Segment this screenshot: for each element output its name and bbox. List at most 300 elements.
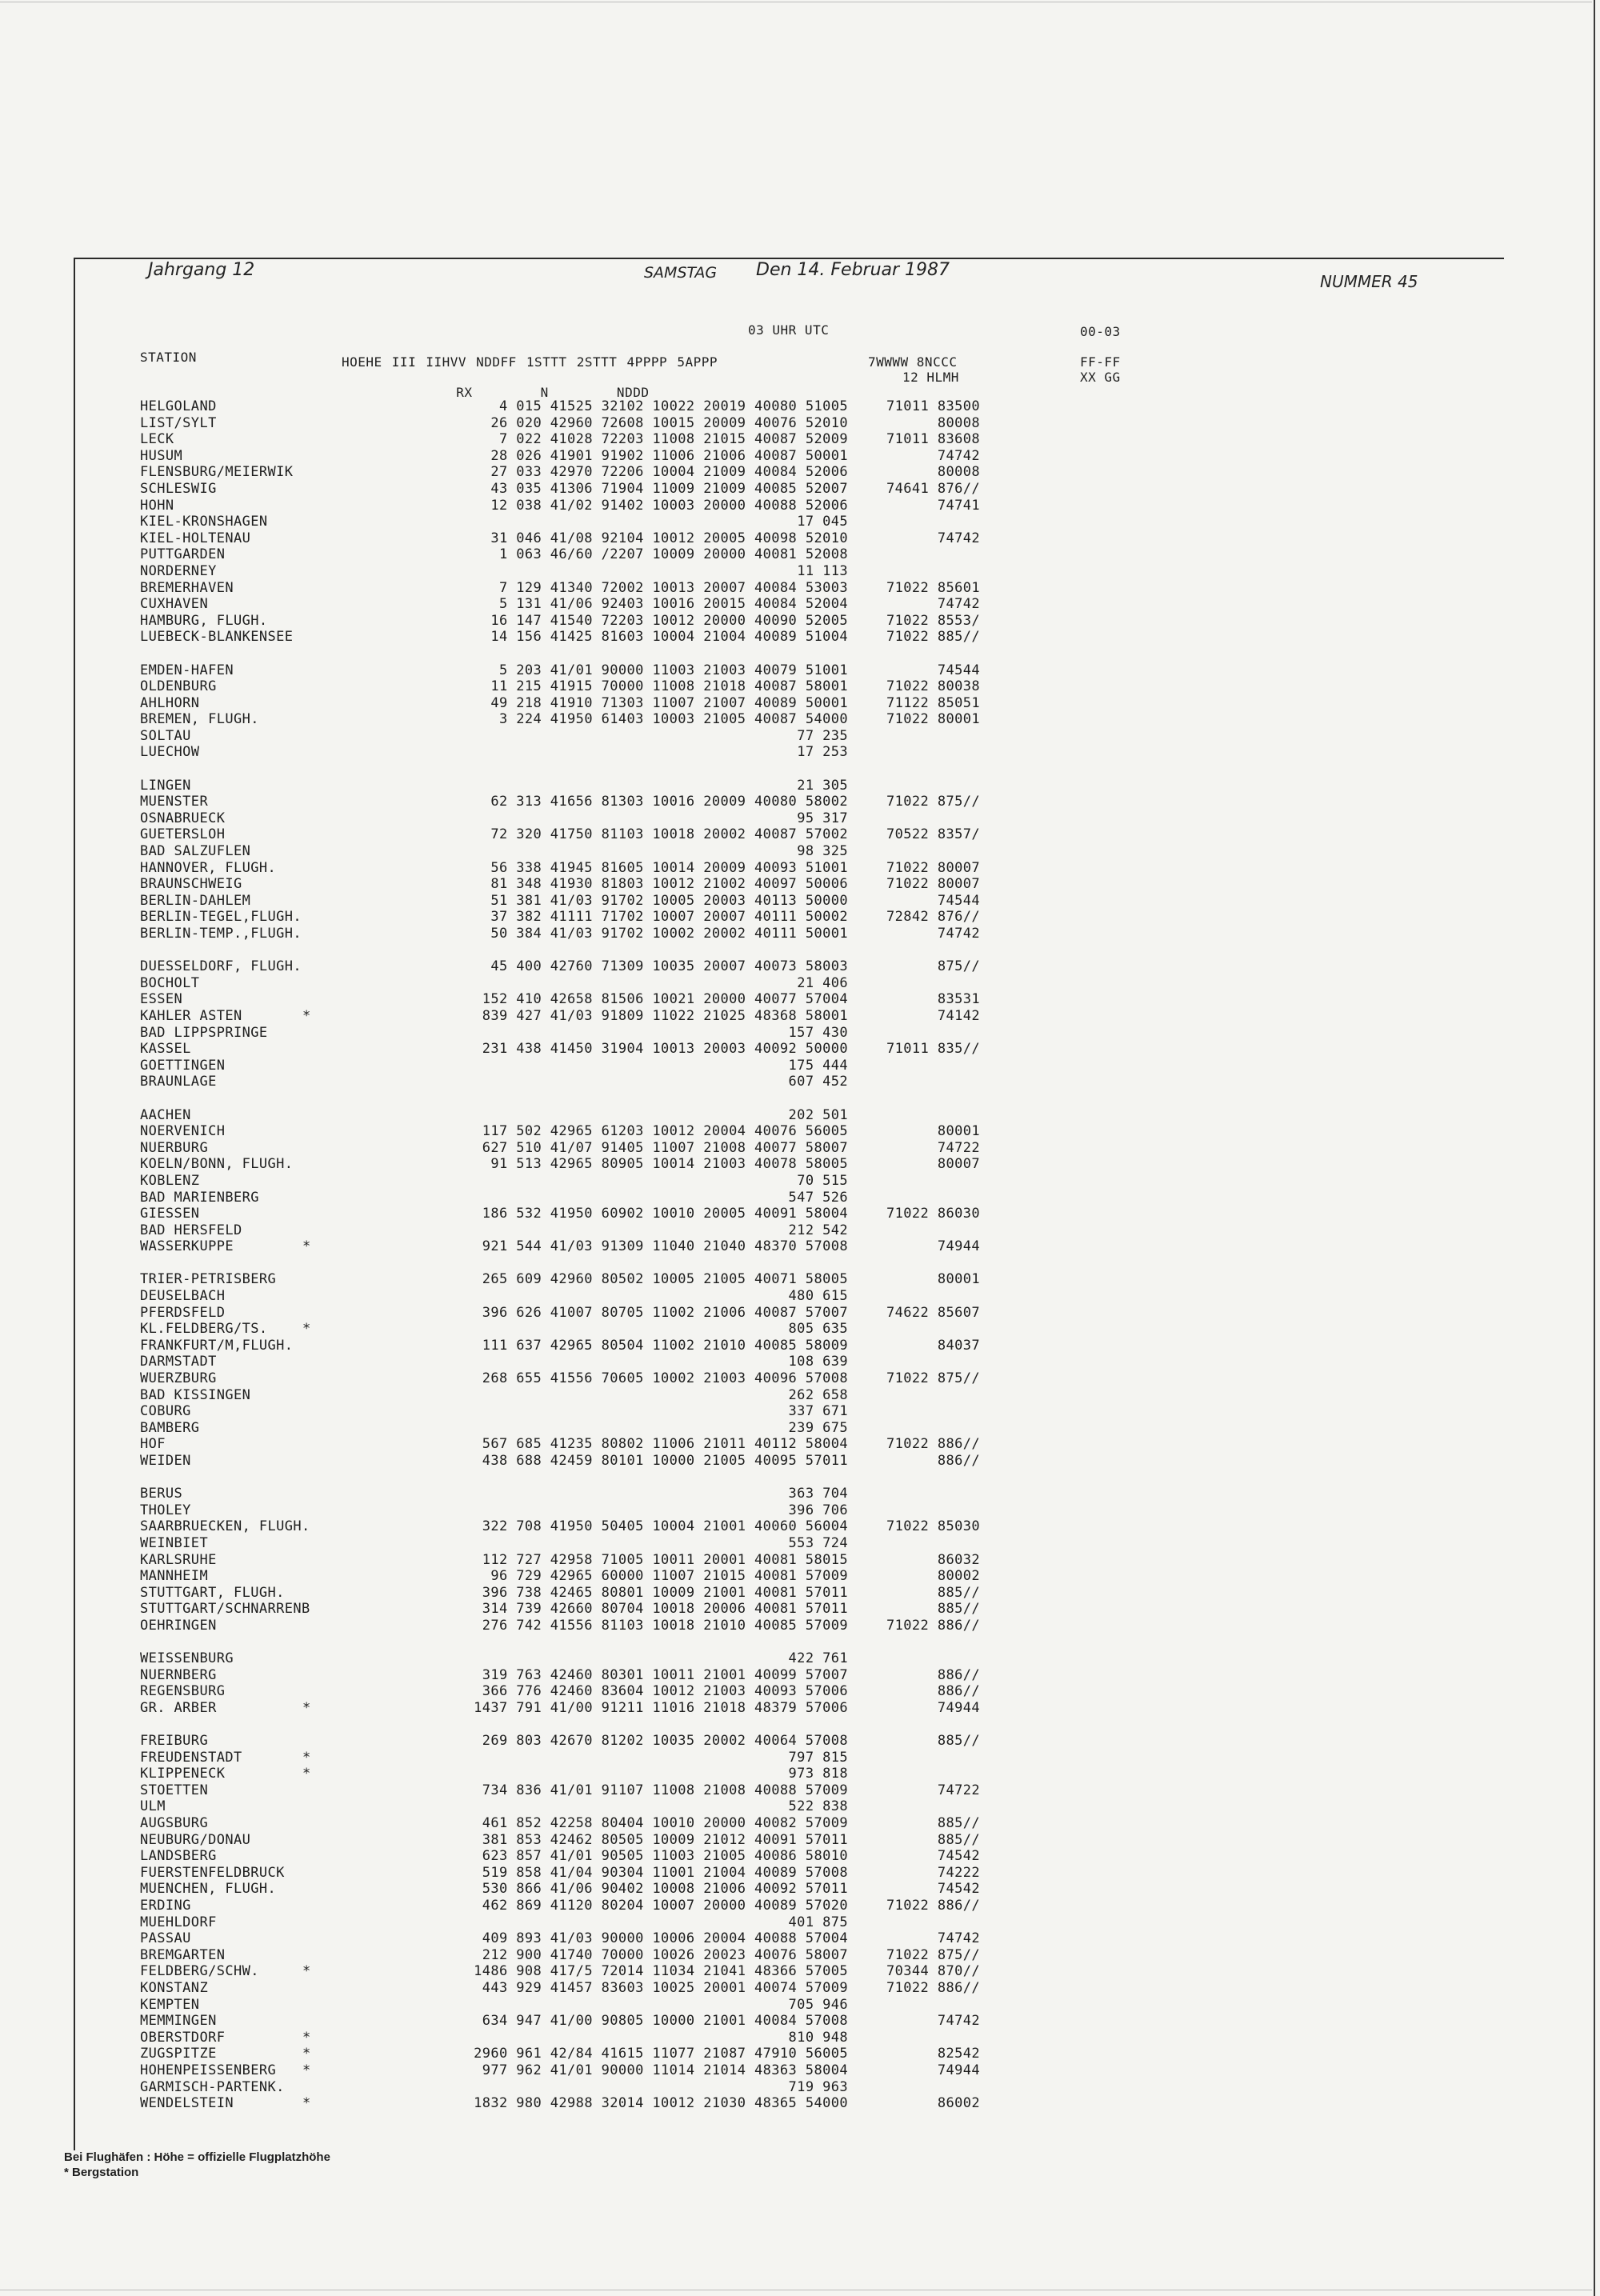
weather-group-values: 74542 (937, 1848, 980, 1865)
weather-group-values: 74742 (937, 926, 980, 942)
row-spacer (302, 514, 318, 530)
weather-group-values: 886// (937, 1666, 980, 1683)
station-name: LINGEN (140, 777, 191, 794)
observation-values: 363 704 (788, 1486, 848, 1502)
observation-values: 111 637 42965 80504 11002 21010 40085 58009 (482, 1337, 848, 1354)
weather-group-values (852, 1420, 980, 1437)
station-name: NORDERNEY (140, 562, 217, 579)
row-spacer (302, 580, 318, 597)
weather-group-values (852, 1486, 980, 1502)
weather-group-values: 74722 (937, 1782, 980, 1798)
station-name: HUSUM (140, 447, 183, 464)
row-spacer (302, 1190, 318, 1206)
observation-values: 461 852 42258 80404 10010 20000 40082 57009 (482, 1815, 848, 1832)
row-gap (852, 1717, 980, 1734)
station-name: NEUBURG/DONAU (140, 1831, 251, 1848)
footnote-mountain: * Bergstation (64, 2166, 139, 2179)
row-spacer (302, 1914, 318, 1931)
station-name: DUESSELDORF, FLUGH. (140, 958, 302, 975)
observation-values: 480 615 (788, 1288, 848, 1305)
weather-group-values: 885// (937, 1815, 980, 1832)
observation-values: 152 410 42658 81506 10021 20000 40077 57004 (482, 991, 848, 1008)
observation-values: 530 866 41/06 90402 10008 21006 40092 57011 (482, 1881, 848, 1898)
weather-group-values: 71022 886// (886, 1898, 980, 1914)
weather-group-values (852, 1288, 980, 1305)
row-spacer (302, 1947, 318, 1964)
weather-group-values (852, 1190, 980, 1206)
observation-values: 112 727 42958 71005 10011 20001 40081 58015 (482, 1551, 848, 1568)
row-gap (320, 646, 848, 662)
row-spacer (302, 431, 318, 448)
mountain-station-marker: * (302, 1321, 311, 1338)
weather-group-values (852, 843, 980, 860)
weather-group-values: 80001 (937, 1123, 980, 1140)
row-spacer (302, 1650, 318, 1667)
weather-group-values: 71022 80007 (886, 876, 980, 893)
station-name: WEIDEN (140, 1453, 191, 1469)
weather-group-values (852, 1403, 980, 1420)
row-spacer (302, 398, 318, 415)
extra-time-label: 00-03 (1080, 324, 1121, 339)
observation-values: 607 452 (788, 1074, 848, 1090)
observation-values: 2960 961 42/84 41615 11077 21087 47910 56005 (474, 2046, 848, 2062)
observation-values: 319 763 42460 80301 10011 21001 40099 57007 (482, 1666, 848, 1683)
station-name: MUENCHEN, FLUGH. (140, 1881, 277, 1898)
weather-group-values: 74222 (937, 1864, 980, 1881)
weather-group-values: 83531 (937, 991, 980, 1008)
station-name: OBERSTDORF (140, 2029, 226, 2046)
observation-values: 77 235 (797, 727, 848, 744)
station-name: GIESSEN (140, 1206, 200, 1222)
weather-group-values: 71022 80007 (886, 859, 980, 876)
observation-values: 262 658 (788, 1386, 848, 1403)
row-spacer (302, 728, 318, 745)
row-spacer (302, 744, 318, 761)
volume-label: Jahrgang 12 (148, 260, 255, 280)
station-name: GARMISCH-PARTENK. (140, 2078, 285, 2095)
weather-group-values (852, 728, 980, 745)
weather-group-values: 71022 875// (886, 1946, 980, 1963)
observation-values: 7 129 41340 72002 10013 20007 40084 53003 (498, 579, 848, 596)
row-gap (302, 942, 318, 959)
station-name: AACHEN (140, 1106, 191, 1123)
row-spacer (302, 975, 318, 992)
observation-values: 547 526 (788, 1189, 848, 1206)
station-name: KOELN/BONN, FLUGH. (140, 1156, 294, 1173)
observation-values: 396 706 (788, 1502, 848, 1518)
row-spacer (302, 1156, 318, 1173)
observation-values: 401 875 (788, 1914, 848, 1930)
weather-group-values: 70522 8357/ (886, 826, 980, 843)
weather-group-values: 71022 885// (886, 629, 980, 646)
observation-values: 409 893 41/03 90000 10006 20004 40088 57004 (482, 1930, 848, 1947)
row-spacer (302, 1387, 318, 1404)
weather-group-values (852, 514, 980, 530)
station-name: ERDING (140, 1898, 191, 1914)
station-name: MEMMINGEN (140, 2013, 217, 2030)
row-spacer (302, 1338, 318, 1354)
station-name: PFERDSFELD (140, 1304, 226, 1321)
mountain-station-marker: * (302, 2062, 311, 2078)
station-name: LECK (140, 431, 174, 448)
station-name: WENDELSTEIN (140, 2095, 234, 2112)
station-name: GUETERSLOH (140, 826, 226, 843)
station-name: LIST/SYLT (140, 414, 217, 431)
observation-values: 268 655 41556 70605 10002 21003 40096 57008 (482, 1370, 848, 1387)
row-gap (302, 1255, 318, 1272)
weather-group-values: 80007 (937, 1156, 980, 1173)
row-gap (320, 761, 848, 778)
group-column (852, 398, 980, 2112)
observation-values: 1486 908 417/5 72014 11034 21041 48366 57005 (474, 1963, 848, 1980)
station-name: GOETTINGEN (140, 1057, 226, 1074)
observation-values: 108 639 (788, 1354, 848, 1370)
station-name: BRAUNSCHWEIG (140, 876, 242, 893)
observation-values: 839 427 41/03 91809 11022 21025 48368 58001 (482, 1007, 848, 1024)
row-spacer (302, 1354, 318, 1370)
station-name: HANNOVER, FLUGH. (140, 859, 277, 876)
mountain-station-marker: * (302, 1699, 311, 1716)
observation-values: 175 444 (788, 1057, 848, 1074)
mountain-station-marker: * (302, 2046, 311, 2062)
observation-values: 27 033 42970 72206 10004 21009 40084 52006 (490, 464, 848, 481)
weather-group-values: 71022 875// (886, 794, 980, 810)
weather-group-values: 82542 (937, 2046, 980, 2062)
observation-values: 5 131 41/06 92403 10016 20015 40084 52004 (498, 596, 848, 613)
group-header: 7WWWW 8NCCC (868, 354, 958, 370)
mountain-station-marker: * (302, 1007, 311, 1024)
weather-group-values (852, 744, 980, 761)
data-columns-subheader: RX N NDDD (456, 385, 650, 400)
weather-group-values (852, 1387, 980, 1404)
observation-values: 186 532 41950 60902 10010 20005 40091 58004 (482, 1206, 848, 1222)
weather-group-values (852, 810, 980, 827)
row-gap (320, 1634, 848, 1651)
weather-group-values: 86032 (937, 1551, 980, 1568)
row-spacer (302, 794, 318, 810)
observation-values: 98 325 (797, 843, 848, 860)
row-spacer (302, 662, 318, 679)
observation-values: 17 045 (797, 514, 848, 530)
weather-group-values: 84037 (937, 1337, 980, 1354)
station-name: KASSEL (140, 1041, 191, 1058)
weather-group-values: 80008 (937, 464, 980, 481)
row-spacer (302, 1453, 318, 1470)
row-spacer (302, 1535, 318, 1552)
group-subheader: 12 HLMH (902, 370, 959, 385)
row-spacer (302, 1074, 318, 1090)
row-spacer (302, 415, 318, 432)
row-spacer (302, 1683, 318, 1700)
weather-group-values (852, 1766, 980, 1782)
weather-group-values (852, 1321, 980, 1338)
weather-group-values: 885// (937, 1601, 980, 1618)
station-name: EMDEN-HAFEN (140, 662, 234, 678)
station-name: FELDBERG/SCHW. (140, 1963, 259, 1980)
station-name: KIEL-KRONSHAGEN (140, 514, 268, 530)
observation-values: 314 739 42660 80704 10018 20006 40081 57011 (482, 1601, 848, 1618)
weather-group-values (852, 1750, 980, 1766)
station-name: FRANKFURT/M,FLUGH. (140, 1337, 294, 1354)
row-spacer (302, 1601, 318, 1618)
row-spacer (302, 1123, 318, 1140)
station-name: KIEL-HOLTENAU (140, 530, 251, 546)
weather-group-values (852, 1354, 980, 1370)
observation-values: 117 502 42965 61203 10012 20004 40076 56005 (482, 1123, 848, 1140)
weather-group-values: 71022 85601 (886, 579, 980, 596)
observation-values: 265 609 42960 80502 10005 21005 40071 58005 (482, 1271, 848, 1288)
weather-group-values: 71011 83500 (886, 398, 980, 414)
station-name: NOERVENICH (140, 1123, 226, 1140)
station-name: THOLEY (140, 1502, 191, 1518)
row-spacer (302, 1881, 318, 1898)
station-name: BREMGARTEN (140, 1946, 226, 1963)
row-spacer (302, 596, 318, 613)
observation-values: 45 400 42760 71309 10035 20007 40073 58003 (490, 958, 848, 975)
extra-subheader: XX GG (1080, 370, 1121, 385)
observation-values: 43 035 41306 71904 11009 21009 40085 52007 (490, 480, 848, 497)
row-spacer (302, 448, 318, 465)
station-name: OSNABRUECK (140, 810, 226, 826)
mountain-station-marker: * (302, 1963, 311, 1980)
observation-values: 623 857 41/01 90505 11003 21005 40086 58010 (482, 1848, 848, 1865)
weather-group-values: 74742 (937, 596, 980, 613)
weather-group-values: 80001 (937, 1271, 980, 1288)
station-name: WEISSENBURG (140, 1650, 234, 1667)
weather-group-values (852, 1025, 980, 1042)
issue-number: NUMMER 45 (1320, 272, 1418, 291)
observation-values: 81 348 41930 81803 10012 21002 40097 50006 (490, 876, 848, 893)
observation-values: 72 320 41750 81103 10018 20002 40087 57002 (490, 826, 848, 843)
observation-values: 31 046 41/08 92104 10012 20005 40098 52010 (490, 530, 848, 546)
station-name: BAMBERG (140, 1419, 200, 1436)
row-gap (302, 1470, 318, 1486)
weather-group-values (852, 1058, 980, 1074)
star-column (302, 398, 318, 2112)
weather-group-values: 71022 80001 (886, 711, 980, 728)
weather-group-values: 80008 (937, 414, 980, 431)
observation-values: 322 708 41950 50405 10004 21001 40060 56004 (482, 1518, 848, 1535)
observation-values: 26 020 42960 72608 10015 20009 40076 52010 (490, 414, 848, 431)
station-name: AUGSBURG (140, 1815, 209, 1832)
row-spacer (302, 1436, 318, 1453)
weather-group-values: 885// (937, 1733, 980, 1750)
station-name: MUEHLDORF (140, 1914, 217, 1930)
station-name: BAD KISSINGEN (140, 1386, 251, 1403)
row-spacer (302, 1782, 318, 1799)
row-spacer (302, 1930, 318, 1947)
row-spacer (302, 1568, 318, 1585)
weather-group-values: 74544 (937, 662, 980, 678)
row-gap (852, 1255, 980, 1272)
row-spacer (302, 1288, 318, 1305)
weather-group-values: 74742 (937, 447, 980, 464)
row-spacer (302, 498, 318, 514)
observation-values: 977 962 41/01 90000 11014 21014 48363 58004 (482, 2062, 848, 2078)
weather-group-values: 71122 85051 (886, 694, 980, 711)
station-name: LANDSBERG (140, 1848, 217, 1865)
weather-group-values: 74944 (937, 1699, 980, 1716)
weather-group-values (852, 1222, 980, 1239)
station-name: STUTTGART, FLUGH. (140, 1584, 285, 1601)
row-spacer (302, 530, 318, 547)
footnote-airport: Bei Flughäfen : Höhe = offizielle Flugplatzhöhe (64, 2150, 330, 2164)
row-spacer (302, 1403, 318, 1420)
observation-values: 396 626 41007 80705 11002 21006 40087 57007 (482, 1304, 848, 1321)
row-spacer (302, 826, 318, 843)
observation-values: 202 501 (788, 1106, 848, 1123)
row-gap (852, 1090, 980, 1107)
station-name: BAD MARIENBERG (140, 1189, 259, 1206)
row-spacer (302, 1305, 318, 1322)
station-name: WEINBIET (140, 1534, 209, 1551)
station-name: BERLIN-TEGEL,FLUGH. (140, 909, 302, 926)
observation-values: 567 685 41235 80802 11006 21011 40112 58004 (482, 1436, 848, 1453)
observation-values: 422 761 (788, 1650, 848, 1667)
station-name: COBURG (140, 1403, 191, 1420)
weather-group-values: 74742 (937, 1930, 980, 1947)
weekday-label: SAMSTAG (644, 264, 718, 282)
station-name: ULM (140, 1798, 166, 1815)
row-spacer (302, 1041, 318, 1058)
observation-values: 519 858 41/04 90304 11001 21004 40089 57008 (482, 1864, 848, 1881)
station-name: KARLSRUHE (140, 1551, 217, 1568)
station-name: BAD HERSFELD (140, 1222, 242, 1238)
station-name: LUEBECK-BLANKENSEE (140, 629, 294, 646)
observation-values: 719 963 (788, 2078, 848, 2095)
observation-values: 7 022 41028 72203 11008 21015 40087 52009 (498, 431, 848, 448)
observation-values: 16 147 41540 72203 10012 20000 40090 52005 (490, 612, 848, 629)
station-name: KEMPTEN (140, 1996, 200, 2013)
row-spacer (302, 1798, 318, 1815)
observation-values: 366 776 42460 83604 10012 21003 40093 57006 (482, 1683, 848, 1700)
station-name: BRAUNLAGE (140, 1074, 217, 1090)
weather-group-values: 74542 (937, 1881, 980, 1898)
weather-group-values (852, 2079, 980, 2096)
observation-values: 4 015 41525 32102 10022 20019 40080 51005 (498, 398, 848, 414)
station-name: FUERSTENFELDBRUCK (140, 1864, 285, 1881)
row-gap (320, 942, 848, 959)
row-spacer (302, 1618, 318, 1634)
station-name: WASSERKUPPE (140, 1238, 234, 1255)
row-gap (302, 1090, 318, 1107)
observation-values: 705 946 (788, 1996, 848, 2013)
observation-values: 805 635 (788, 1321, 848, 1338)
station-name: FREUDENSTADT (140, 1749, 242, 1766)
weather-group-values: 71011 83608 (886, 431, 980, 448)
observation-values: 276 742 41556 81103 10018 21010 40085 57009 (482, 1617, 848, 1634)
weather-group-values: 72842 876// (886, 909, 980, 926)
observation-values: 634 947 41/00 90805 10000 21001 40084 57008 (482, 2013, 848, 2030)
row-gap (852, 1634, 980, 1651)
row-spacer (302, 1733, 318, 1750)
station-name: PASSAU (140, 1930, 191, 1947)
row-spacer (302, 1173, 318, 1190)
observation-values: 62 313 41656 81303 10016 20009 40080 58002 (490, 794, 848, 810)
weather-group-values (852, 1173, 980, 1190)
weather-group-values: 74544 (937, 892, 980, 909)
row-spacer (302, 1832, 318, 1849)
row-spacer (302, 926, 318, 942)
observation-values: 21 305 (797, 777, 848, 794)
station-name: ZUGSPITZE (140, 2046, 217, 2062)
row-spacer (302, 1518, 318, 1535)
observation-values: 157 430 (788, 1024, 848, 1041)
row-spacer (302, 1370, 318, 1387)
data-columns-header: HOEHE III IIHVV NDDFF 1STTT 2STTT 4PPPP 5APPP (342, 354, 718, 370)
weather-group-values (852, 1535, 980, 1552)
station-name: MANNHEIM (140, 1568, 209, 1585)
row-spacer (302, 1420, 318, 1437)
observation-values: 11 113 (797, 562, 848, 579)
station-name: OLDENBURG (140, 678, 217, 695)
row-spacer (302, 678, 318, 695)
observation-values: 734 836 41/01 91107 11008 21008 40088 57009 (482, 1782, 848, 1798)
weather-group-values: 74722 (937, 1139, 980, 1156)
weather-group-values (852, 1107, 980, 1124)
station-name: BAD SALZUFLEN (140, 843, 251, 860)
row-spacer (302, 1502, 318, 1519)
row-spacer (302, 1815, 318, 1832)
row-spacer (302, 893, 318, 910)
row-spacer (302, 1206, 318, 1222)
row-spacer (302, 629, 318, 646)
row-spacer (302, 563, 318, 580)
row-spacer (302, 546, 318, 563)
station-name: DARMSTADT (140, 1354, 217, 1370)
observation-values: 1832 980 42988 32014 10012 21030 48365 54000 (474, 2095, 848, 2112)
row-spacer (302, 711, 318, 728)
observation-values: 627 510 41/07 91405 11007 21008 40077 58007 (482, 1139, 848, 1156)
weather-group-values (852, 778, 980, 794)
station-name: BERUS (140, 1486, 183, 1502)
page-edge-line (1594, 0, 1595, 2296)
station-name: HOF (140, 1436, 166, 1453)
observation-values: 239 675 (788, 1419, 848, 1436)
station-name: FLENSBURG/MEIERWIK (140, 464, 294, 481)
weather-group-values (852, 546, 980, 563)
row-spacer (302, 1486, 318, 1502)
row-spacer (302, 1025, 318, 1042)
weather-group-values: 74142 (937, 1007, 980, 1024)
weather-group-values: 875// (937, 958, 980, 975)
row-gap (852, 646, 980, 662)
row-gap (320, 1717, 848, 1734)
row-spacer (302, 2013, 318, 2030)
row-gap (320, 1470, 848, 1486)
row-spacer (302, 1997, 318, 2014)
weather-group-values: 71022 85030 (886, 1518, 980, 1535)
weather-group-values: 71022 80038 (886, 678, 980, 695)
weather-group-values: 885// (937, 1831, 980, 1848)
row-spacer (302, 810, 318, 827)
weather-group-values: 74944 (937, 2062, 980, 2078)
observation-values: 28 026 41901 91902 11006 21006 40087 50001 (490, 447, 848, 464)
weather-group-values: 80002 (937, 1568, 980, 1585)
row-gap (302, 761, 318, 778)
weather-group-values: 885// (937, 1584, 980, 1601)
weather-group-values: 74641 876// (886, 480, 980, 497)
weather-group-values: 71022 8553/ (886, 612, 980, 629)
observation-values: 37 382 41111 71702 10007 20007 40111 50002 (490, 909, 848, 926)
row-spacer (302, 1898, 318, 1914)
station-name: BREMEN, FLUGH. (140, 711, 259, 728)
row-spacer (302, 464, 318, 481)
station-name: BOCHOLT (140, 974, 200, 991)
station-name: STUTTGART/SCHNARRENB (140, 1601, 310, 1618)
row-spacer (302, 1058, 318, 1074)
station-name: WUERZBURG (140, 1370, 217, 1387)
